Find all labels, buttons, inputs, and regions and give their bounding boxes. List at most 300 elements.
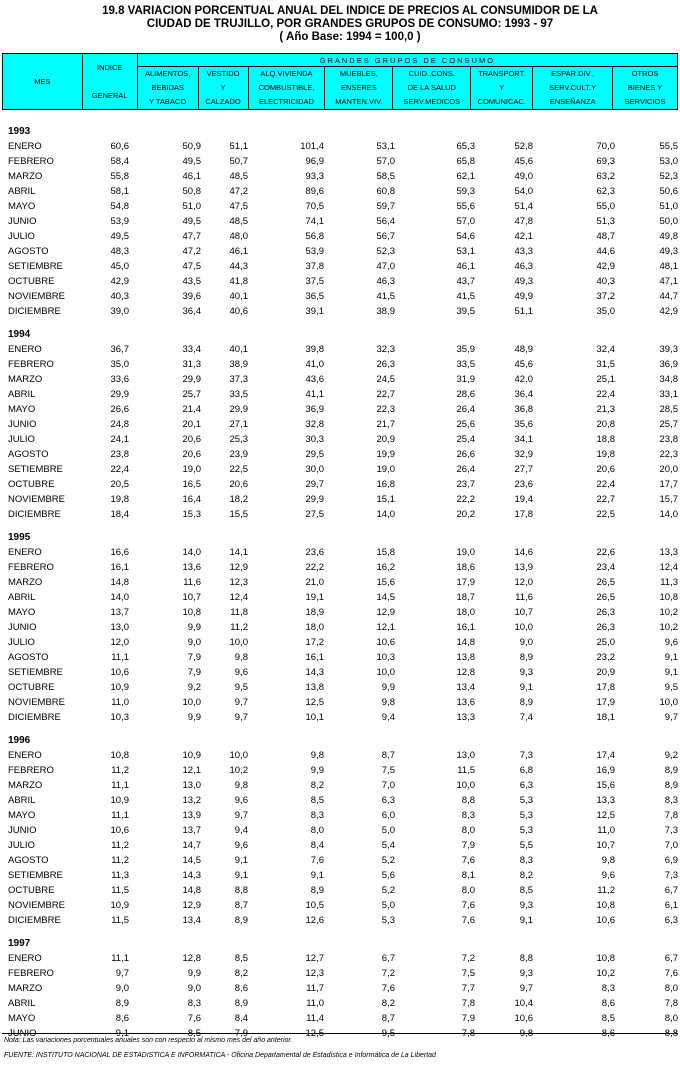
value-cell: 47,8 [514,216,533,227]
value-cell: 47,2 [229,186,248,197]
table-row [2,635,678,650]
value-cell: 10,0 [456,780,475,791]
value-cell: 26,6 [456,449,475,460]
table-row [2,695,678,710]
table-row [2,763,678,778]
table-row [2,507,678,522]
value-cell: 7,8 [461,1028,475,1039]
value-cell: 24,8 [110,419,129,430]
table-row [2,680,678,695]
value-cell: 5,0 [381,825,395,836]
value-cell: 6,1 [664,900,678,911]
value-cell: 15,3 [182,509,201,520]
value-cell: 10,8 [596,953,615,964]
month-cell: OCTUBRE [8,276,55,287]
value-cell: 42,9 [596,261,615,272]
value-cell: 9,1 [115,1028,129,1039]
value-cell: 48,7 [596,231,615,242]
value-cell: 9,9 [310,765,324,776]
value-cell: 46,1 [229,246,248,257]
value-cell: 18,6 [456,562,475,573]
value-cell: 53,1 [456,246,475,257]
header-transporte: TRANSPORT. Y COMUNICAC. [471,67,533,110]
value-cell: 6,8 [519,765,533,776]
value-cell: 48,0 [229,231,248,242]
value-cell: 12,7 [305,953,324,964]
value-cell: 6,3 [519,780,533,791]
value-cell: 18,4 [110,509,129,520]
value-cell: 19,8 [110,494,129,505]
value-cell: 19,4 [514,494,533,505]
month-cell: JULIO [8,434,35,445]
value-cell: 7,3 [664,870,678,881]
value-cell: 7,0 [664,840,678,851]
value-cell: 7,4 [519,712,533,723]
value-cell: 43,6 [305,374,324,385]
month-cell: JUNIO [8,1028,37,1039]
value-cell: 6,7 [381,953,395,964]
value-cell: 47,5 [182,261,201,272]
value-cell: 53,9 [305,246,324,257]
table-row [2,274,678,289]
value-cell: 16,8 [376,479,395,490]
value-cell: 10,2 [596,968,615,979]
value-cell: 33,1 [659,389,678,400]
month-cell: DICIEMBRE [8,306,61,317]
month-cell: NOVIEMBRE [8,697,66,708]
value-cell: 33,4 [182,344,201,355]
value-cell: 13,0 [182,780,201,791]
value-cell: 22,5 [596,509,615,520]
year-label [2,936,678,951]
value-cell: 22,4 [596,479,615,490]
table-row [2,981,678,996]
table-row [2,289,678,304]
value-cell: 11,4 [306,1013,324,1024]
value-cell: 9,5 [664,682,678,693]
value-cell: 22,2 [456,494,475,505]
value-cell: 7,6 [664,968,678,979]
value-cell: 41,5 [456,291,475,302]
value-cell: 7,9 [234,1028,248,1039]
value-cell: 27,5 [305,509,324,520]
value-cell: 17,4 [596,750,615,761]
value-cell: 10,9 [110,795,129,806]
value-cell: 23,7 [456,479,475,490]
month-cell: ABRIL [8,389,36,400]
value-cell: 9,7 [234,697,248,708]
table-row [2,545,678,560]
value-cell: 5,0 [381,900,395,911]
value-cell: 18,1 [596,712,615,723]
value-cell: 49,8 [659,231,678,242]
value-cell: 7,8 [664,998,678,1009]
value-cell: 47,1 [659,276,678,287]
value-cell: 41,8 [229,276,248,287]
value-cell: 8,9 [310,885,324,896]
value-cell: 8,9 [234,998,248,1009]
value-cell: 49,5 [182,156,201,167]
value-cell: 8,0 [664,983,678,994]
value-cell: 5,3 [519,825,533,836]
value-cell: 10,1 [305,712,324,723]
value-cell: 7,9 [187,667,201,678]
value-cell: 14,5 [182,855,201,866]
value-cell: 32,8 [305,419,324,430]
table-row [2,229,678,244]
value-cell: 20,2 [456,509,475,520]
value-cell: 24,5 [376,374,395,385]
value-cell: 22,2 [305,562,324,573]
value-cell: 8,5 [601,1013,615,1024]
value-cell: 22,3 [376,404,395,415]
table-row [2,214,678,229]
table-title [20,0,680,44]
month-cell: SETIEMBRE [8,667,63,678]
value-cell: 15,6 [596,780,615,791]
year-label [2,124,678,139]
value-cell: 38,9 [229,359,248,370]
footnote: Nota: Las variaciones porcentuales anuales son con respecto al mismo mes del año anterior. [4,1037,293,1044]
value-cell: 11,5 [111,915,129,926]
value-cell: 8,6 [115,1013,129,1024]
value-cell: 19,0 [456,547,475,558]
value-cell: 26,5 [596,592,615,603]
table-header [2,53,678,110]
value-cell: 63,2 [596,171,615,182]
value-cell: 15,7 [659,494,678,505]
value-cell: 39,0 [110,306,129,317]
value-cell: 35,6 [514,419,533,430]
table-row [2,808,678,823]
value-cell: 51,4 [514,201,533,212]
value-cell: 40,1 [229,291,248,302]
value-cell: 19,1 [305,592,324,603]
value-cell: 7,7 [461,983,475,994]
value-cell: 8,5 [234,953,248,964]
title-line-2: CIUDAD DE TRUJILLO, POR GRANDES GRUPOS DE CONSUMO: 1993 - 97 [146,18,554,30]
value-cell: 49,0 [514,171,533,182]
value-cell: 45,6 [514,359,533,370]
value-cell: 8,9 [115,998,129,1009]
value-cell: 18,0 [456,607,475,618]
value-cell: 8,3 [601,983,615,994]
value-cell: 13,6 [456,697,475,708]
value-cell: 12,9 [376,607,395,618]
year-label-text: 1997 [8,938,31,949]
value-cell: 7,5 [461,968,475,979]
table-row [2,342,678,357]
value-cell: 45,6 [514,156,533,167]
value-cell: 8,0 [461,885,475,896]
value-cell: 69,3 [596,156,615,167]
value-cell: 70,0 [596,141,615,152]
value-cell: 34,1 [514,434,533,445]
value-cell: 8,0 [310,825,324,836]
value-cell: 65,3 [456,141,475,152]
table-body [2,124,678,1041]
value-cell: 13,9 [514,562,533,573]
value-cell: 23,9 [229,449,248,460]
value-cell: 8,4 [310,840,324,851]
month-cell: NOVIEMBRE [8,900,66,911]
value-cell: 8,2 [519,870,533,881]
value-cell: 12,8 [182,953,201,964]
month-cell: FEBRERO [8,968,54,979]
value-cell: 9,7 [664,712,678,723]
value-cell: 9,6 [601,870,615,881]
value-cell: 55,8 [110,171,129,182]
value-cell: 36,7 [110,344,129,355]
value-cell: 40,3 [110,291,129,302]
month-cell: MARZO [8,780,43,791]
table-row [2,853,678,868]
value-cell: 51,0 [182,201,201,212]
value-cell: 8,3 [664,795,678,806]
value-cell: 40,6 [229,306,248,317]
month-cell: OCTUBRE [8,479,55,490]
value-cell: 56,8 [305,231,324,242]
value-cell: 14,3 [305,667,324,678]
value-cell: 33,6 [110,374,129,385]
value-cell: 9,0 [519,637,533,648]
header-salud: CUID.,CONS. DE LA SALUD SERV.MEDICOS [393,67,471,110]
value-cell: 11,8 [230,607,248,618]
value-cell: 5,3 [519,795,533,806]
value-cell: 10,2 [229,765,248,776]
value-cell: 18,0 [305,622,324,633]
value-cell: 10,8 [110,750,129,761]
value-cell: 25,3 [229,434,248,445]
value-cell: 51,1 [229,141,248,152]
table-row [2,139,678,154]
value-cell: 22,4 [110,464,129,475]
value-cell: 12,6 [305,915,324,926]
value-cell: 17,7 [659,479,678,490]
value-cell: 51,0 [659,201,678,212]
value-cell: 11,2 [111,765,129,776]
value-cell: 11,7 [306,983,324,994]
value-cell: 51,1 [514,306,533,317]
value-cell: 52,8 [514,141,533,152]
value-cell: 16,2 [376,562,395,573]
value-cell: 11,2 [111,840,129,851]
value-cell: 44,7 [659,291,678,302]
year-label-text: 1993 [8,126,31,137]
value-cell: 8,9 [519,697,533,708]
value-cell: 12,9 [229,562,248,573]
value-cell: 49,9 [514,291,533,302]
year-label-text: 1996 [8,735,31,746]
month-cell: OCTUBRE [8,682,55,693]
value-cell: 11,1 [111,953,129,964]
value-cell: 10,6 [110,825,129,836]
value-cell: 6,0 [381,810,395,821]
value-cell: 31,3 [182,359,201,370]
value-cell: 11,1 [111,780,129,791]
value-cell: 12,4 [229,592,248,603]
value-cell: 36,4 [182,306,201,317]
table-row [2,823,678,838]
value-cell: 34,8 [659,374,678,385]
month-cell: ABRIL [8,186,36,197]
value-cell: 36,8 [514,404,533,415]
value-cell: 15,8 [376,547,395,558]
value-cell: 7,0 [381,780,395,791]
value-cell: 38,9 [376,306,395,317]
table-row [2,244,678,259]
value-cell: 8,2 [234,968,248,979]
value-cell: 5,4 [381,840,395,851]
value-cell: 49,3 [514,276,533,287]
value-cell: 9,8 [381,697,395,708]
value-cell: 54,8 [110,201,129,212]
value-cell: 22,3 [659,449,678,460]
table-row [2,417,678,432]
value-cell: 13,4 [456,682,475,693]
value-cell: 25,1 [596,374,615,385]
month-cell: MARZO [8,374,43,385]
value-cell: 9,1 [234,855,248,866]
value-cell: 45,0 [110,261,129,272]
value-cell: 50,7 [229,156,248,167]
header-indice-general: INDICE GENERAL [82,54,137,110]
table-row [2,154,678,169]
year-label-text: 1995 [8,532,31,543]
value-cell: 60,6 [110,141,129,152]
month-cell: NOVIEMBRE [8,494,66,505]
value-cell: 48,3 [110,246,129,257]
value-cell: 10,8 [596,900,615,911]
value-cell: 7,3 [519,750,533,761]
table-row [2,169,678,184]
table-row [2,447,678,462]
value-cell: 65,8 [456,156,475,167]
value-cell: 58,5 [376,171,395,182]
value-cell: 31,5 [596,359,615,370]
value-cell: 18,8 [596,434,615,445]
value-cell: 10,7 [182,592,201,603]
value-cell: 101,4 [300,141,324,152]
value-cell: 57,0 [376,156,395,167]
value-cell: 53,9 [110,216,129,227]
value-cell: 89,6 [305,186,324,197]
value-cell: 29,9 [182,374,201,385]
value-cell: 23,6 [305,547,324,558]
value-cell: 8,8 [461,795,475,806]
value-cell: 10,0 [514,622,533,633]
value-cell: 11,3 [111,870,129,881]
value-cell: 7,9 [461,840,475,851]
table-row [2,477,678,492]
table-row [2,605,678,620]
value-cell: 14,8 [110,577,129,588]
year-label [2,733,678,748]
value-cell: 8,7 [381,750,395,761]
month-cell: ENERO [8,953,42,964]
value-cell: 12,0 [514,577,533,588]
value-cell: 48,9 [514,344,533,355]
header-vestido: VESTIDO Y CALZADO [198,67,248,110]
value-cell: 16,1 [305,652,324,663]
value-cell: 9,4 [234,825,248,836]
year-label [2,327,678,342]
value-cell: 9,4 [381,712,395,723]
value-cell: 17,9 [456,577,475,588]
value-cell: 29,9 [305,494,324,505]
bottom-rule [2,1033,678,1034]
value-cell: 70,5 [305,201,324,212]
month-cell: MARZO [8,983,43,994]
header-muebles: MUEBLES, ENSERES MANTEN.VIV. [325,67,393,110]
value-cell: 49,3 [659,246,678,257]
month-cell: NOVIEMBRE [8,291,66,302]
value-cell: 43,5 [182,276,201,287]
value-cell: 11,1 [111,652,129,663]
value-cell: 10,0 [376,667,395,678]
value-cell: 13,7 [110,607,129,618]
value-cell: 39,5 [456,306,475,317]
value-cell: 29,9 [110,389,129,400]
value-cell: 9,6 [664,637,678,648]
value-cell: 20,6 [229,479,248,490]
value-cell: 15,6 [376,577,395,588]
month-cell: AGOSTO [8,449,49,460]
table-row [2,951,678,966]
value-cell: 11,6 [515,592,533,603]
year-gap [2,725,678,733]
value-cell: 48,5 [229,171,248,182]
value-cell: 36,9 [659,359,678,370]
value-cell: 44,3 [229,261,248,272]
value-cell: 12,4 [659,562,678,573]
value-cell: 32,9 [514,449,533,460]
value-cell: 35,0 [596,306,615,317]
value-cell: 8,0 [461,825,475,836]
value-cell: 19,9 [376,449,395,460]
value-cell: 60,8 [376,186,395,197]
value-cell: 27,7 [514,464,533,475]
value-cell: 9,0 [187,983,201,994]
value-cell: 26,4 [456,404,475,415]
value-cell: 8,3 [310,810,324,821]
value-cell: 9,7 [234,712,248,723]
table-row [2,710,678,725]
value-cell: 17,9 [596,697,615,708]
value-cell: 10,9 [110,682,129,693]
value-cell: 47,7 [182,231,201,242]
value-cell: 26,3 [376,359,395,370]
header-alimentos: ALIMENTOS, BEBIDAS Y TABACO [137,67,198,110]
value-cell: 35,9 [456,344,475,355]
value-cell: 26,3 [596,622,615,633]
value-cell: 9,2 [664,750,678,761]
table-row [2,966,678,981]
value-cell: 36,9 [305,404,324,415]
value-cell: 22,7 [596,494,615,505]
value-cell: 96,9 [305,156,324,167]
value-cell: 11,0 [306,998,324,1009]
value-cell: 8,2 [310,780,324,791]
value-cell: 11,2 [111,855,129,866]
value-cell: 20,9 [376,434,395,445]
value-cell: 20,6 [182,434,201,445]
value-cell: 32,4 [596,344,615,355]
table-row [2,898,678,913]
value-cell: 10,8 [182,607,201,618]
value-cell: 5,3 [381,915,395,926]
value-cell: 9,9 [187,712,201,723]
